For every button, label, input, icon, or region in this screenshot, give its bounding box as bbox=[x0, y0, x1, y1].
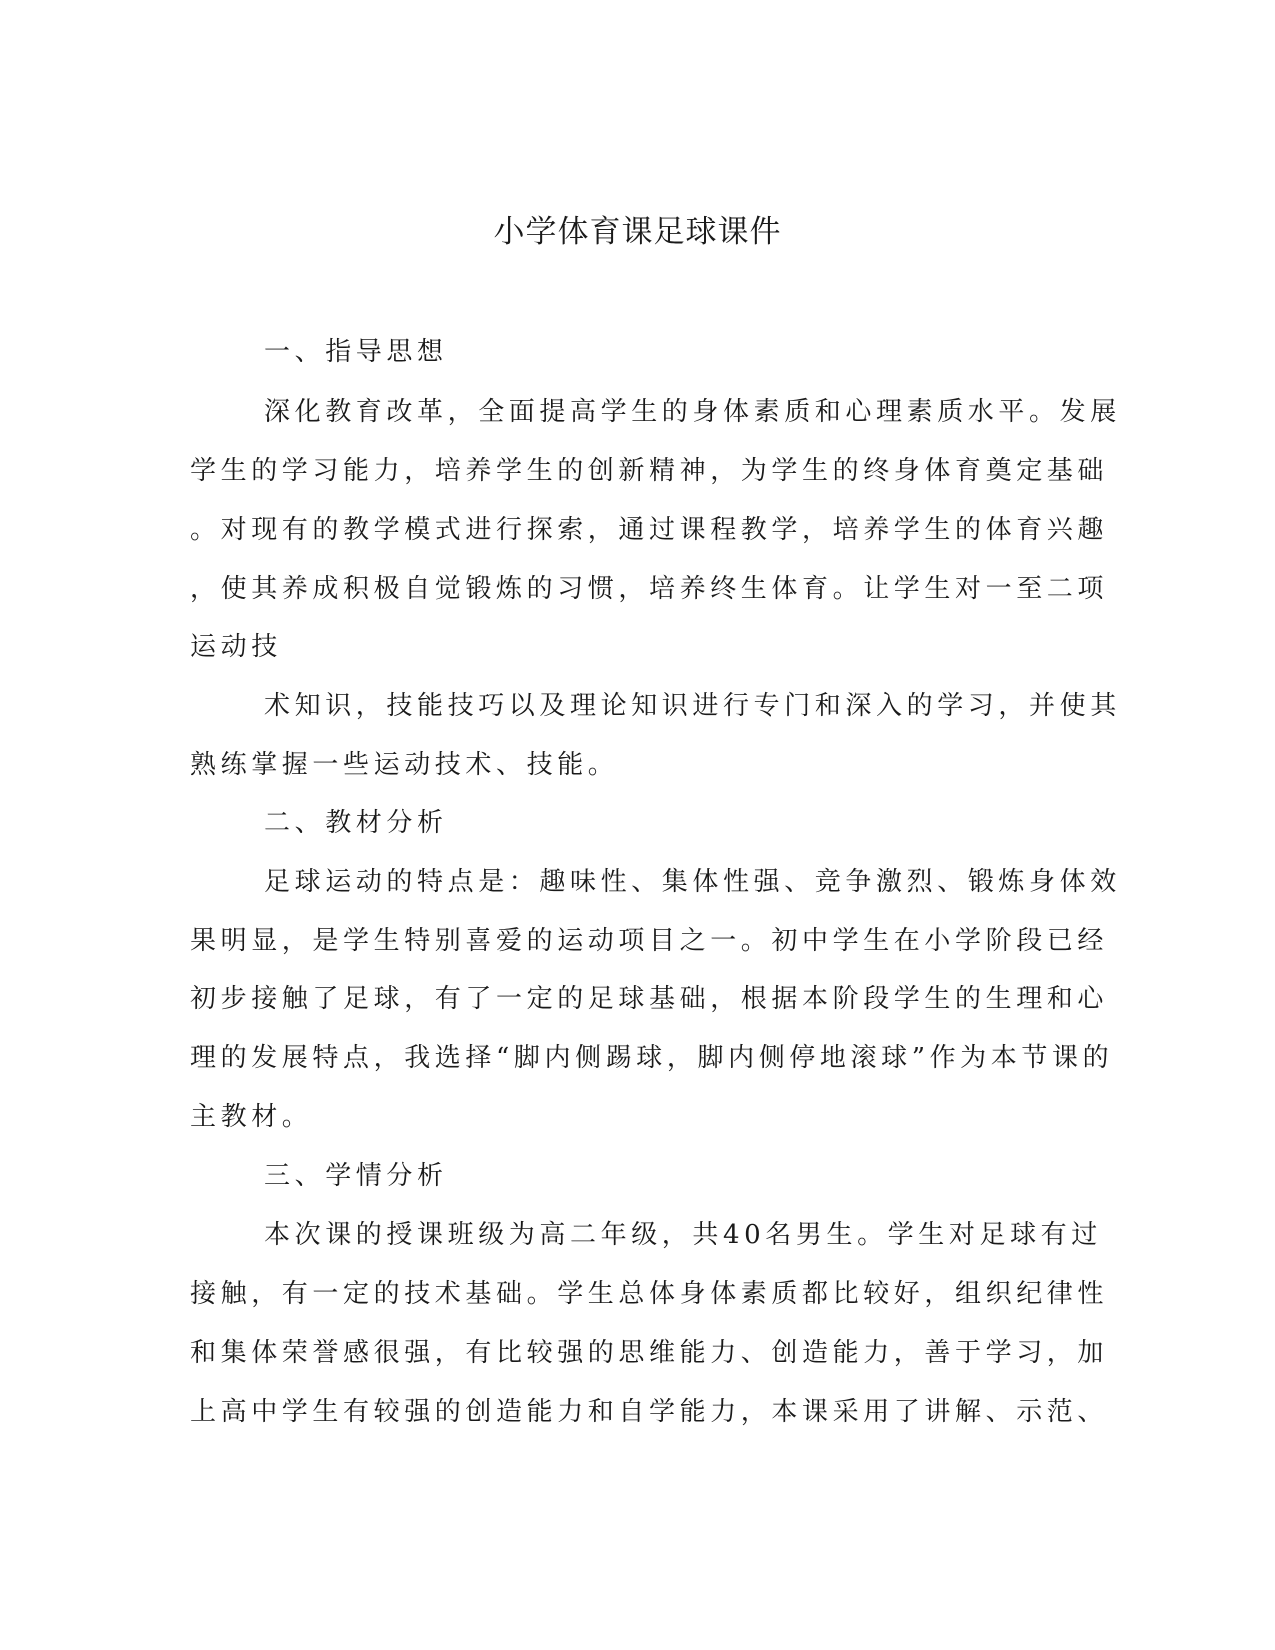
section-heading-material-analysis: 二、教材分析 bbox=[264, 808, 448, 838]
paragraph-line: 学生的学习能力，培养学生的创新精神，为学生的终身体育奠定基础 bbox=[190, 456, 1109, 486]
paragraph-line: 术知识，技能技巧以及理论知识进行专门和深入的学习，并使其 bbox=[264, 691, 1121, 721]
paragraph-line: 主教材。 bbox=[190, 1102, 313, 1132]
paragraph-line: 运动技 bbox=[190, 632, 282, 662]
paragraph-line: 深化教育改革，全面提高学生的身体素质和心理素质水平。发展 bbox=[264, 397, 1121, 427]
paragraph-line: 初步接触了足球，有了一定的足球基础，根据本阶段学生的生理和心 bbox=[190, 984, 1109, 1014]
paragraph-line: 理的发展特点，我选择“脚内侧踢球，脚内侧停地滚球”作为本节课的 bbox=[190, 1043, 1114, 1073]
section-heading-student-analysis: 三、学情分析 bbox=[264, 1161, 448, 1191]
paragraph-line: 足球运动的特点是：趣味性、集体性强、竞争激烈、锻炼身体效 bbox=[264, 867, 1121, 897]
section-heading-guiding-ideology: 一、指导思想 bbox=[264, 337, 448, 367]
document-title: 小学体育课足球课件 bbox=[493, 214, 782, 250]
paragraph-line: 上高中学生有较强的创造能力和自学能力，本课采用了讲解、示范、 bbox=[190, 1397, 1109, 1427]
paragraph-line: 果明显，是学生特别喜爱的运动项目之一。初中学生在小学阶段已经 bbox=[190, 926, 1109, 956]
paragraph-line: 熟练掌握一些运动技术、技能。 bbox=[190, 750, 619, 780]
paragraph-line: 接触，有一定的技术基础。学生总体身体素质都比较好，组织纪律性 bbox=[190, 1279, 1109, 1309]
paragraph-line: ，使其养成积极自觉锻炼的习惯，培养终生体育。让学生对一至二项 bbox=[190, 574, 1109, 604]
paragraph-line: 本次课的授课班级为高二年级，共40名男生。学生对足球有过 bbox=[264, 1220, 1102, 1250]
paragraph-line: 和集体荣誉感很强，有比较强的思维能力、创造能力，善于学习，加 bbox=[190, 1338, 1109, 1368]
paragraph-line: 。对现有的教学模式进行探索，通过课程教学，培养学生的体育兴趣 bbox=[190, 515, 1109, 545]
